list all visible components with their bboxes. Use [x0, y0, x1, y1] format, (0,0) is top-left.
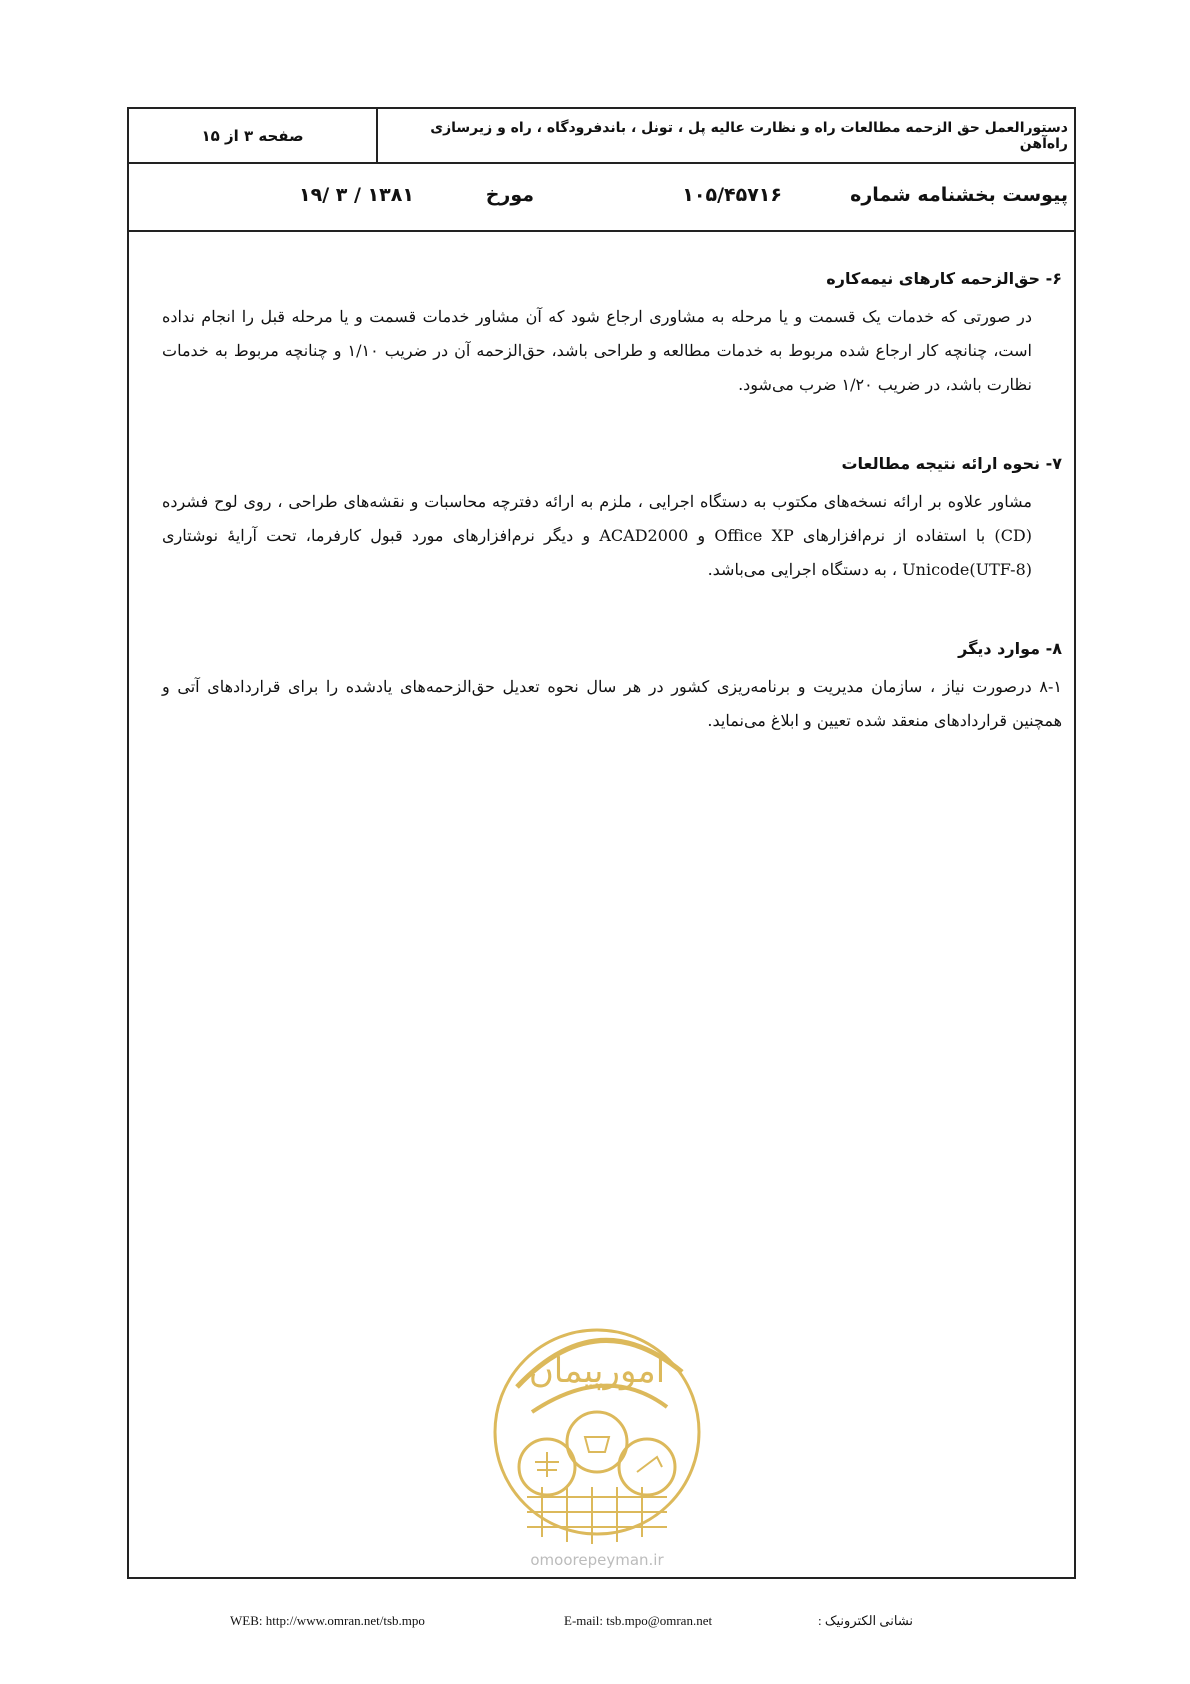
circular-number: ۱۰۵/۴۵۷۱۶	[682, 184, 782, 206]
footer-label: نشانی الکترونیک :	[818, 1613, 914, 1628]
circular-label: پیوست بخشنامه شماره	[850, 184, 1068, 206]
document-title: دستورالعمل حق الزحمه مطالعات راه و نظارت عالیه پل ، تونل ، باندفرودگاه ، راه و زیرسازی راه‌آهن	[376, 109, 1074, 162]
header-row-title	[129, 109, 1074, 164]
section-paragraph: در صورتی که خدمات یک قسمت و یا مرحله به مشاوری ارجاع شود که آن مشاور خدمات قسمت و یا مرحله قبل را انجام نداده است، چنانچه کار ارجاع شده مربوط به خدمات مطالعه و طراحی باشد، حق‌الزحمه آن در ضریب ۱/۱۰ و چنانچه مربوط به خدمات نظارت باشد، در ضریب ۱/۲۰ ضرب می‌شود.	[162, 307, 1032, 394]
page-frame	[127, 107, 1076, 1579]
item-text: درصورت نیاز ، سازمان مدیریت و برنامه‌ریزی کشور در هر سال نحوه تعدیل حق‌الزحمه‌های یادشده را برای قراردادهای آتی و همچنین قراردادهای منعقد شده تعیین و ابلاغ می‌نماید.	[162, 677, 1062, 730]
footer-web: WEB: http://www.omran.net/tsb.mpo	[230, 1613, 425, 1628]
item-paragraph	[162, 670, 1062, 738]
item-number: ۸-۱	[1039, 677, 1063, 696]
document-body	[162, 269, 1062, 790]
section-heading: ۷- نحوه ارائه نتیجه مطالعات	[841, 454, 1062, 473]
page-footer	[0, 1613, 1190, 1637]
date-label: مورخ	[485, 184, 534, 206]
footer-email: E-mail: tsb.mpo@omran.net	[564, 1613, 713, 1628]
watermark-site: omoorepeyman.ir	[530, 1551, 664, 1569]
watermark-logo	[487, 1292, 707, 1572]
section-heading: ۶- حق‌الزحمه کارهای نیمه‌کاره	[826, 269, 1062, 288]
circular-date: ۱۳۸۱ / ۳ /۱۹	[299, 184, 414, 206]
omoorepeyman-seal-icon	[487, 1292, 707, 1572]
section-heading: ۸- موارد دیگر	[958, 639, 1062, 658]
watermark-logo-text: امورپیمان	[528, 1351, 666, 1391]
section-6	[162, 269, 1062, 402]
section-paragraph: مشاور علاوه بر ارائه نسخه‌های مکتوب به دستگاه اجرایی ، ملزم به ارائه دفترچه محاسبات و نقشه‌های طراحی ، روی لوح فشرده (CD) با استفاده از نرم‌افزارهای Office XP و ACAD2000 و دیگر نرم‌افزارهای مورد قبول کارفرما، تحت آرایهٔ نوشتاری Unicode(UTF-8) ، به دستگاه اجرایی می‌باشد.	[162, 492, 1033, 579]
page-number: صفحه ۳ از ۱۵	[201, 126, 304, 145]
section-8	[162, 639, 1062, 738]
section-7	[162, 454, 1062, 587]
header-row-circular	[129, 164, 1074, 232]
